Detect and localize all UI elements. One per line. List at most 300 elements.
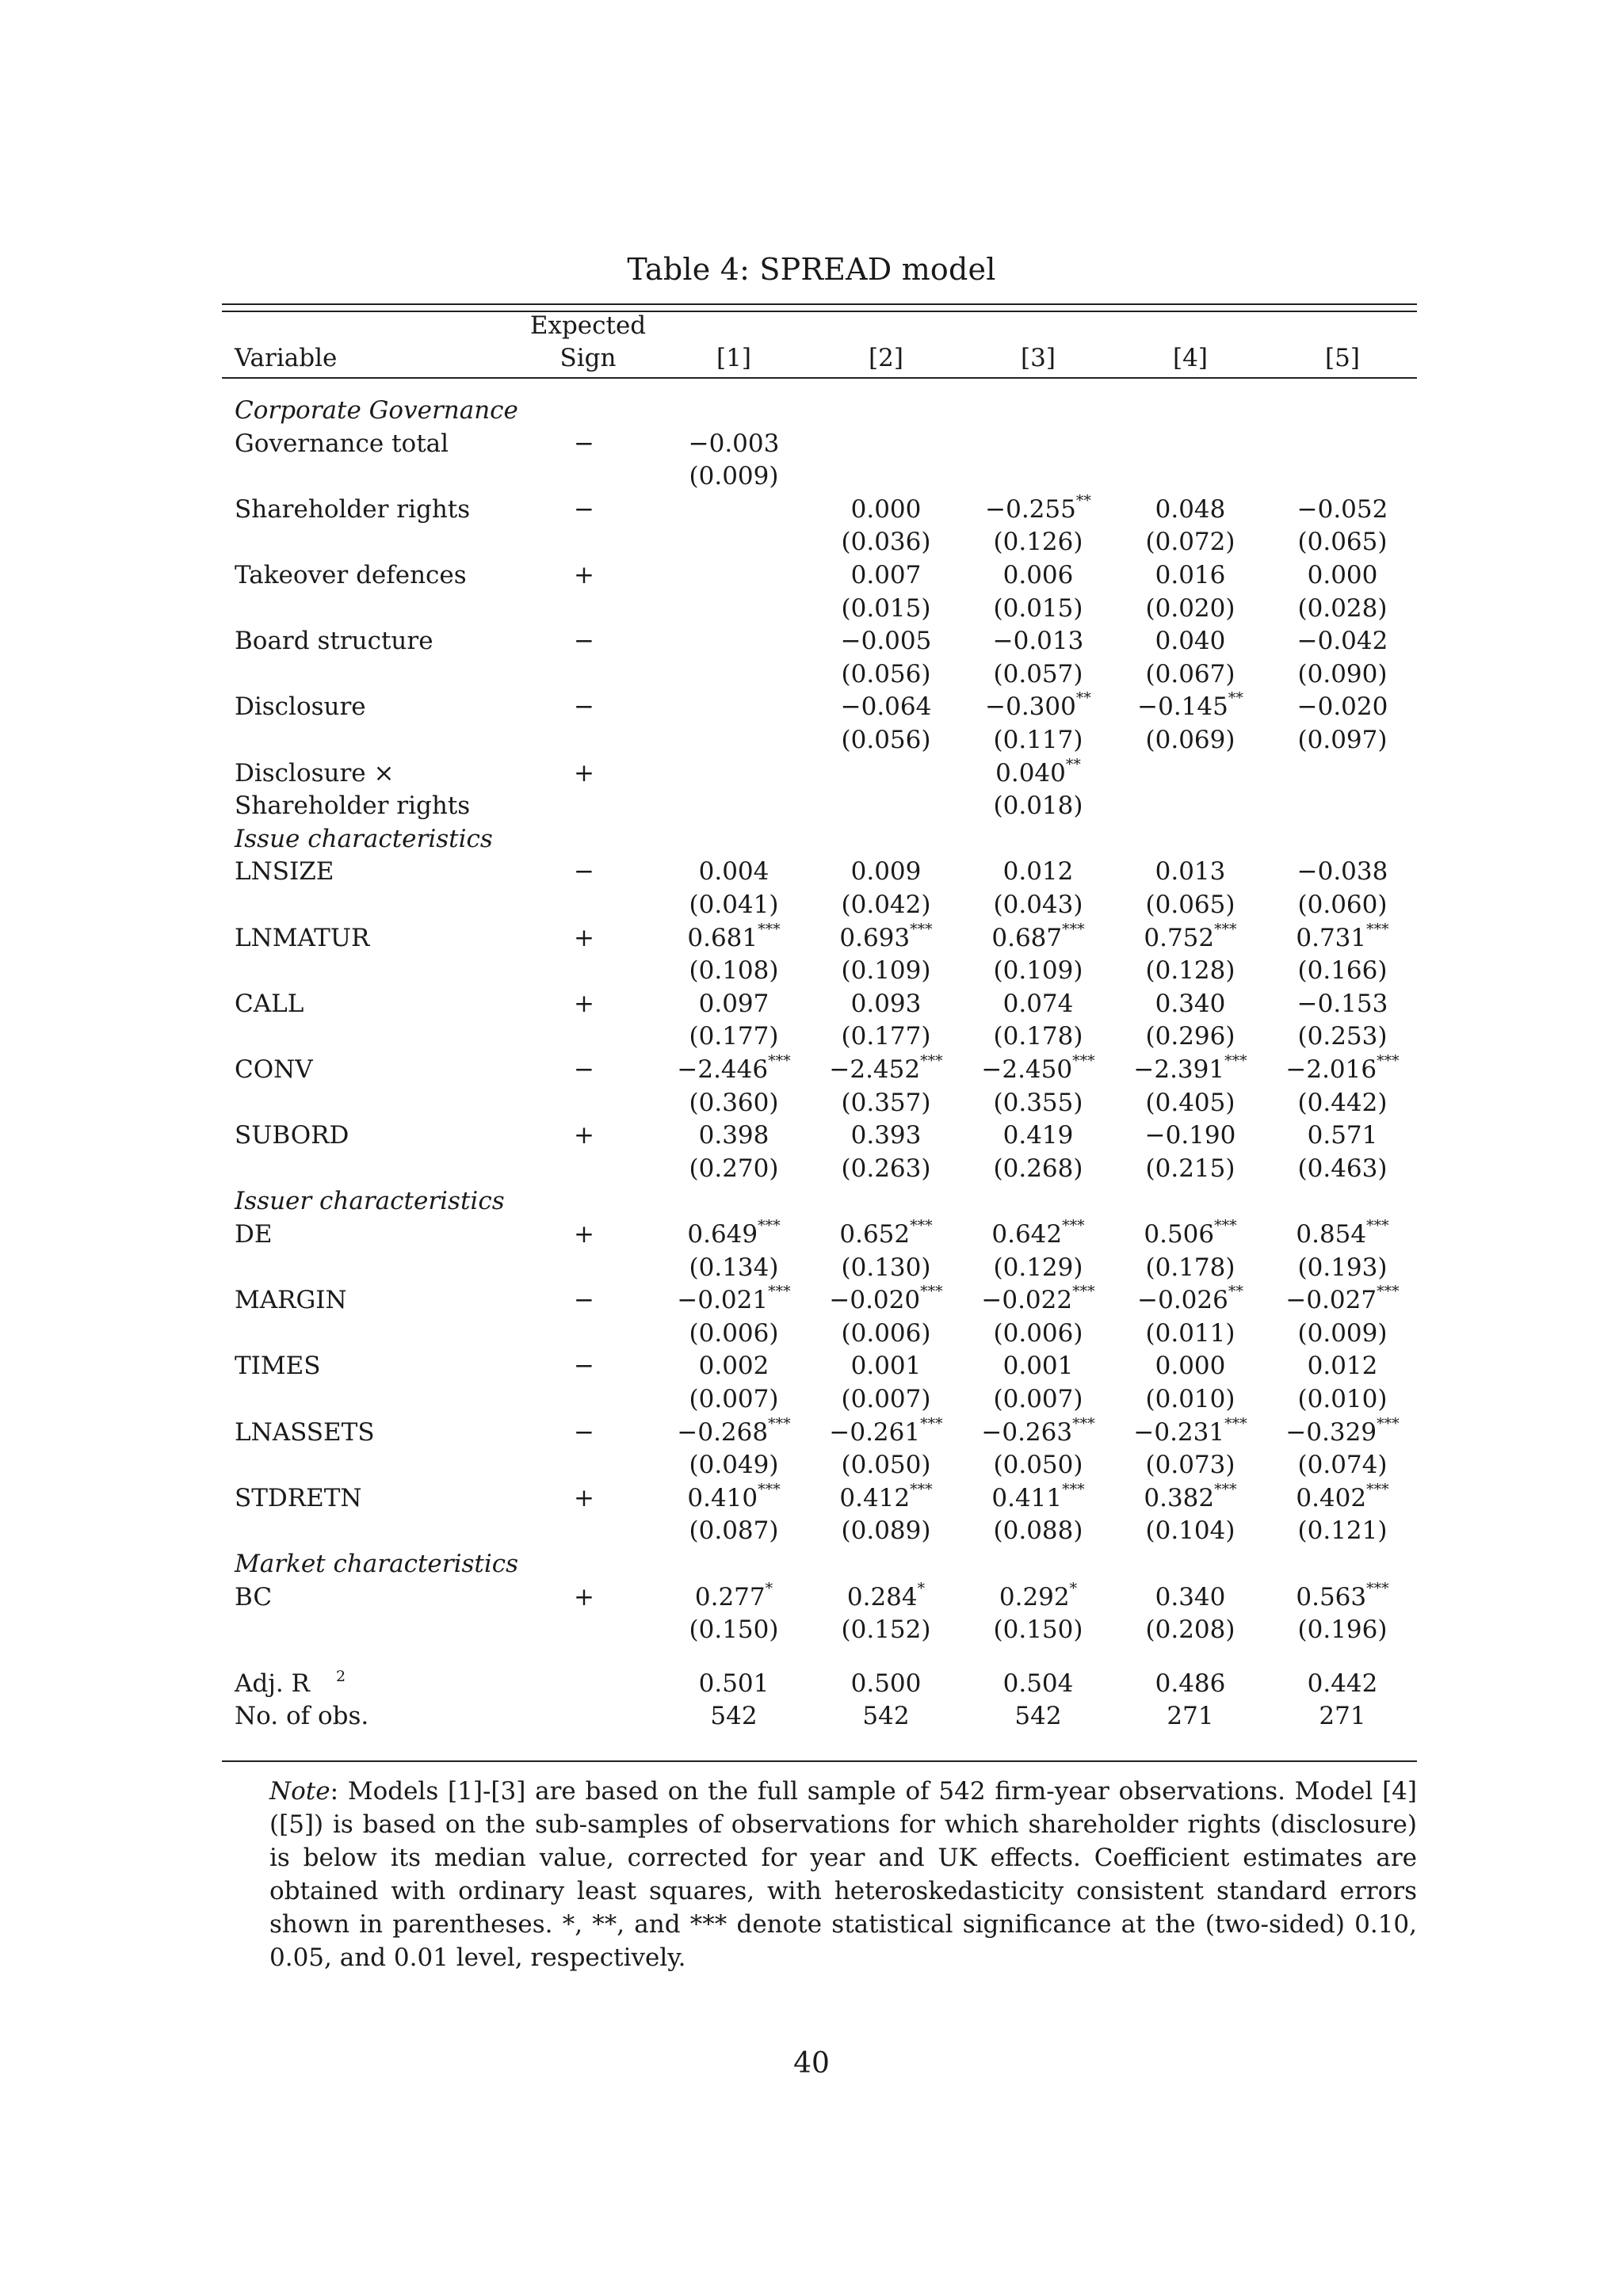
stderr-cell [1146, 1516, 1235, 1545]
cell-value: 0.001 [1002, 1352, 1074, 1381]
section-label: Issuer characteristics [235, 1187, 505, 1216]
cell-value: −0.022 [981, 1286, 1073, 1315]
stderr-cell [842, 956, 931, 985]
variable-label: LNASSETS [235, 1417, 375, 1447]
variable-label: CALL [235, 989, 304, 1018]
cell-value: 0.012 [1307, 1352, 1378, 1381]
value-cell [1308, 561, 1378, 589]
stderr-cell [994, 791, 1083, 820]
cell-value: −0.153 [1296, 989, 1388, 1018]
table-row [0, 857, 1623, 891]
section-row [0, 825, 1623, 858]
stderr-cell [689, 1516, 779, 1545]
expected-sign: + [574, 1582, 594, 1611]
cell-value: (0.065) [1297, 528, 1388, 557]
value-cell [694, 1579, 773, 1611]
cell-value: (0.178) [1145, 1253, 1235, 1282]
cell-value: 0.649 [687, 1220, 758, 1249]
value-cell [1285, 1414, 1400, 1447]
value-cell [851, 1121, 922, 1150]
value-cell [851, 1352, 922, 1380]
cell-value: −2.450 [981, 1055, 1073, 1084]
value-cell [851, 990, 922, 1018]
stderr-cell [842, 528, 931, 556]
cell-value: (0.067) [1145, 659, 1235, 688]
value-cell [985, 689, 1091, 722]
cell-value: (0.072) [1145, 528, 1235, 557]
value-cell [710, 1702, 757, 1730]
header-model-2: [2] [869, 344, 903, 372]
significance-stars: *** [758, 920, 781, 938]
significance-stars: *** [1366, 1480, 1389, 1498]
stderr-cell [994, 1385, 1083, 1413]
significance-stars: *** [1224, 1414, 1247, 1432]
stderr-cell [842, 726, 931, 754]
cell-value: 0.016 [1155, 561, 1226, 589]
stderr-cell [842, 1385, 931, 1413]
value-cell [1133, 1052, 1247, 1084]
value-cell [689, 429, 780, 458]
significance-stars: ** [1065, 755, 1081, 773]
variable-label: Adj. R [235, 1669, 310, 1698]
cell-value: 0.752 [1144, 923, 1215, 952]
value-cell [981, 1414, 1095, 1447]
stderr-cell [1298, 1154, 1388, 1183]
page-number: 40 [793, 2047, 830, 2080]
cell-value: 0.486 [1155, 1669, 1226, 1698]
header-variable: Variable [235, 344, 338, 372]
variable-label: LNMATUR [235, 923, 370, 952]
stderr-cell [689, 1154, 779, 1183]
stderr-cell [1298, 1319, 1388, 1348]
cell-value: −0.145 [1137, 692, 1228, 722]
stderr-cell [994, 528, 1083, 556]
table-row [0, 990, 1623, 1023]
cell-value: (0.060) [1297, 891, 1388, 919]
value-cell [1155, 495, 1226, 524]
table-row [0, 627, 1623, 660]
table-row [0, 491, 1623, 528]
value-cell [1167, 1702, 1213, 1730]
value-cell [1297, 692, 1388, 721]
cell-value: (0.208) [1145, 1615, 1235, 1645]
value-cell [841, 692, 932, 721]
cell-value: (0.006) [841, 1318, 931, 1348]
stderr-cell [842, 891, 931, 919]
stderr-row [0, 594, 1623, 627]
cell-value: (0.007) [993, 1385, 1083, 1413]
table-row [0, 1352, 1623, 1385]
expected-sign: + [574, 989, 594, 1018]
value-cell [1297, 627, 1388, 655]
cell-value: (0.442) [1297, 1088, 1388, 1117]
value-cell [699, 1121, 769, 1150]
cell-value: 0.097 [698, 989, 769, 1018]
header-sign: Sign [559, 344, 617, 372]
variable-label: Governance total [235, 429, 449, 458]
value-cell [1003, 1121, 1074, 1150]
value-cell [1003, 561, 1074, 589]
stderr-cell [994, 1089, 1083, 1117]
stderr-cell [1146, 1319, 1235, 1348]
value-cell [851, 561, 922, 589]
cell-value: −0.027 [1285, 1286, 1377, 1315]
value-cell [829, 1283, 943, 1315]
stderr-cell [1146, 1385, 1235, 1413]
significance-stars: *** [1377, 1414, 1400, 1432]
cell-value: (0.253) [1297, 1022, 1388, 1051]
bottom-rule [222, 1760, 1417, 1762]
table-row [0, 1669, 1623, 1703]
cell-value: 0.854 [1296, 1220, 1367, 1249]
stderr-cell [689, 891, 779, 919]
cell-value: 0.563 [1296, 1582, 1367, 1611]
cell-value: (0.196) [1297, 1615, 1388, 1645]
cell-value: (0.150) [993, 1615, 1083, 1645]
cell-value: (0.049) [689, 1451, 779, 1480]
value-cell [839, 1480, 933, 1512]
cell-value: (0.009) [689, 462, 779, 491]
cell-value: (0.065) [1145, 891, 1235, 919]
value-cell [995, 755, 1081, 788]
cell-value: (0.088) [993, 1516, 1083, 1546]
table-row [0, 1702, 1623, 1735]
cell-value: 0.398 [698, 1121, 769, 1150]
value-cell [981, 1052, 1095, 1084]
significance-stars: *** [1072, 1414, 1095, 1432]
cell-value: (0.009) [1297, 1318, 1388, 1348]
cell-value: (0.036) [841, 528, 931, 557]
cell-value: 0.504 [1002, 1669, 1074, 1698]
cell-value: 0.074 [1002, 989, 1074, 1018]
variable-label: Shareholder rights [235, 791, 471, 821]
cell-value: 0.277 [694, 1582, 766, 1611]
cell-value: −2.452 [829, 1055, 921, 1084]
cell-value: 0.009 [850, 857, 922, 887]
significance-stars: *** [1224, 1052, 1247, 1070]
stderr-cell [1146, 1451, 1235, 1479]
table-row [0, 1283, 1623, 1319]
cell-value: 0.007 [850, 561, 922, 589]
table-row [0, 920, 1623, 957]
cell-value: 0.506 [1144, 1220, 1215, 1249]
cell-value: 0.040 [995, 758, 1066, 788]
section-label: Market characteristics [235, 1550, 519, 1578]
value-cell [862, 1702, 909, 1730]
cell-value: 0.340 [1155, 989, 1226, 1018]
significance-stars: *** [920, 1052, 943, 1070]
cell-value: −0.261 [829, 1417, 921, 1447]
cell-value: −0.064 [840, 692, 932, 722]
value-cell [851, 1669, 922, 1698]
cell-value: 0.340 [1155, 1582, 1226, 1611]
cell-value: −0.013 [992, 627, 1084, 656]
value-cell [1003, 1352, 1074, 1380]
cell-value: 542 [1014, 1702, 1062, 1731]
significance-stars: *** [1062, 1217, 1085, 1234]
cell-value: 0.442 [1307, 1669, 1378, 1698]
significance-stars: *** [758, 1480, 781, 1498]
cell-value: 271 [1167, 1702, 1214, 1731]
value-cell [1155, 1669, 1226, 1698]
value-cell [699, 990, 769, 1018]
cell-value: (0.073) [1145, 1451, 1235, 1480]
cell-value: 0.040 [1155, 627, 1226, 656]
value-cell [1155, 561, 1226, 589]
stderr-cell [994, 956, 1083, 985]
value-cell [1133, 1414, 1247, 1447]
cell-value: 0.000 [1307, 561, 1378, 589]
value-cell [1003, 1669, 1074, 1698]
header-model-1: [1] [716, 344, 751, 372]
value-cell [846, 1579, 926, 1611]
note-text: : Models [1]-[3] are based on the full sample of 542 firm-year observations. Model [4] ([5]) is based on the sub-samples of observations for which shareholder rights (disclosure) is below its median value, corrected for year and UK effects. Coefficient estimates are obtained with ordinary least squares, with heteroskedasticity consistent standard errors shown in parentheses. *, **, and *** denote statistical significance at the (two-sided) 0.10, 0.05, and 0.01 level, respectively. [269, 1777, 1417, 1972]
cell-value: (0.010) [1297, 1385, 1388, 1413]
value-cell [1137, 1283, 1243, 1315]
significance-stars: *** [1366, 920, 1389, 938]
cell-value: 0.410 [687, 1483, 758, 1512]
stderr-cell [1146, 528, 1235, 556]
table-row [0, 429, 1623, 463]
cell-value: −0.038 [1296, 857, 1388, 887]
stderr-row [0, 1385, 1623, 1418]
value-cell [829, 1414, 943, 1447]
table-row [0, 1121, 1623, 1154]
cell-value: (0.129) [993, 1253, 1083, 1282]
value-cell [981, 1283, 1095, 1315]
stderr-row [0, 1022, 1623, 1055]
value-cell [839, 920, 933, 952]
cell-value: (0.109) [841, 956, 931, 986]
value-cell [1144, 1217, 1237, 1249]
stderr-cell [994, 1253, 1083, 1282]
cell-value: (0.006) [689, 1318, 779, 1348]
cell-value: −0.020 [1296, 692, 1388, 722]
cell-value: (0.296) [1145, 1022, 1235, 1051]
cell-value: (0.128) [1145, 956, 1235, 986]
section-row [0, 396, 1623, 429]
cell-value: (0.006) [993, 1318, 1083, 1348]
significance-stars: *** [1214, 1480, 1237, 1498]
value-cell [991, 920, 1085, 952]
cell-value: 0.501 [698, 1669, 769, 1698]
cell-value: (0.405) [1145, 1088, 1235, 1117]
stderr-cell [1146, 1022, 1235, 1051]
stderr-cell [994, 726, 1083, 754]
stderr-row [0, 791, 1623, 825]
stderr-cell [689, 1451, 779, 1479]
expected-sign: − [574, 429, 594, 458]
cell-value: 0.412 [839, 1483, 911, 1512]
stderr-cell [994, 1022, 1083, 1051]
cell-value: (0.018) [993, 791, 1083, 821]
cell-value: 0.004 [698, 857, 769, 887]
cell-value: (0.020) [1145, 593, 1235, 623]
cell-value: (0.177) [689, 1022, 779, 1051]
value-cell [1155, 1583, 1226, 1611]
stderr-row [0, 1615, 1623, 1649]
value-cell [1296, 1480, 1389, 1512]
value-cell [1285, 1052, 1400, 1084]
cell-value: (0.166) [1297, 956, 1388, 986]
stderr-cell [1298, 1615, 1388, 1644]
cell-value: (0.015) [993, 593, 1083, 623]
variable-label: Disclosure [235, 692, 366, 722]
stderr-cell [842, 1089, 931, 1117]
value-cell [677, 1283, 791, 1315]
value-cell [699, 1352, 769, 1380]
cell-value: (0.134) [689, 1253, 779, 1282]
cell-value: (0.089) [841, 1516, 931, 1546]
cell-value: (0.360) [689, 1088, 779, 1117]
value-cell [687, 1480, 781, 1512]
significance-stars: *** [758, 1217, 781, 1234]
cell-value: 0.000 [850, 494, 922, 524]
stderr-cell [842, 1022, 931, 1051]
table-note [269, 1775, 1417, 1974]
stderr-row [0, 1154, 1623, 1188]
value-cell [1297, 857, 1388, 886]
variable-label: SUBORD [235, 1121, 349, 1150]
stderr-row [0, 1451, 1623, 1484]
cell-value: (0.117) [993, 726, 1083, 754]
significance-stars: *** [910, 1217, 933, 1234]
value-cell [999, 1579, 1078, 1611]
cell-value: 0.642 [991, 1220, 1063, 1249]
value-cell [1297, 990, 1388, 1018]
stderr-cell [1146, 891, 1235, 919]
value-cell [1285, 1283, 1400, 1315]
value-cell [851, 495, 922, 524]
cell-value: (0.007) [841, 1385, 931, 1413]
table-row [0, 1579, 1623, 1616]
cell-value: (0.090) [1297, 659, 1388, 688]
value-cell [699, 857, 769, 886]
variable-label: No. of obs. [235, 1702, 369, 1731]
stderr-cell [689, 1089, 779, 1117]
header-model-5: [5] [1325, 344, 1360, 372]
cell-value: −0.263 [981, 1417, 1073, 1447]
stderr-cell [994, 891, 1083, 919]
cell-value: (0.263) [841, 1154, 931, 1183]
cell-value: (0.056) [841, 659, 931, 688]
significance-stars: ** [1075, 689, 1091, 707]
value-cell [841, 627, 932, 655]
stderr-cell [842, 1615, 931, 1644]
cell-value: 0.002 [698, 1352, 769, 1381]
cell-value: 0.292 [999, 1582, 1070, 1611]
cell-value: −2.446 [677, 1055, 769, 1084]
stderr-cell [994, 1516, 1083, 1545]
stderr-cell [1298, 528, 1388, 556]
cell-value: −0.268 [677, 1417, 769, 1447]
cell-value: (0.056) [841, 726, 931, 754]
stderr-row [0, 660, 1623, 693]
cell-value: 0.006 [1002, 561, 1074, 589]
cell-value: −0.052 [1296, 494, 1388, 524]
stderr-cell [689, 1615, 779, 1644]
cell-value: −0.190 [1144, 1121, 1236, 1150]
expected-sign: − [574, 1286, 594, 1315]
cell-value: (0.015) [841, 593, 931, 623]
cell-value: 0.411 [991, 1483, 1063, 1512]
table-row [0, 561, 1623, 594]
stderr-cell [1146, 1089, 1235, 1117]
stderr-cell [842, 1253, 931, 1282]
stderr-cell [1298, 1451, 1388, 1479]
significance-stars: *** [1062, 920, 1085, 938]
stderr-cell [1298, 1516, 1388, 1545]
cell-value: (0.270) [689, 1154, 779, 1183]
value-cell [1144, 1480, 1237, 1512]
table-row [0, 1217, 1623, 1253]
table-caption: Table 4: SPREAD model [627, 252, 996, 287]
stderr-cell [1146, 660, 1235, 688]
value-cell [1308, 1121, 1378, 1150]
cell-value: 0.652 [839, 1220, 911, 1249]
value-cell [1144, 920, 1237, 952]
value-cell [1155, 990, 1226, 1018]
cell-value: 0.093 [850, 989, 922, 1018]
cell-value: −0.003 [688, 429, 780, 458]
significance-stars: *** [920, 1283, 943, 1301]
value-cell [1308, 1669, 1378, 1698]
stderr-row [0, 462, 1623, 495]
stderr-row [0, 1516, 1623, 1550]
variable-label: Shareholder rights [235, 494, 471, 524]
expected-sign: + [574, 758, 594, 788]
stderr-cell [1298, 956, 1388, 985]
value-cell [1296, 1579, 1389, 1611]
stderr-cell [689, 462, 779, 490]
stderr-cell [994, 1154, 1083, 1183]
significance-stars: *** [1214, 920, 1237, 938]
table-row [0, 689, 1623, 726]
significance-stars: ** [1228, 689, 1243, 707]
cell-value: 0.012 [1002, 857, 1074, 887]
value-cell [851, 857, 922, 886]
cell-value: −0.021 [677, 1286, 769, 1315]
value-cell [687, 1217, 781, 1249]
cell-value: (0.010) [1145, 1385, 1235, 1413]
cell-value: 0.393 [850, 1121, 922, 1150]
value-cell [829, 1052, 943, 1084]
stderr-cell [689, 1022, 779, 1051]
cell-value: −0.005 [840, 627, 932, 656]
cell-value: 0.681 [687, 923, 758, 952]
cell-value: −0.329 [1285, 1417, 1377, 1447]
variable-label: LNSIZE [235, 857, 334, 887]
value-cell [1308, 1352, 1378, 1380]
cell-value: (0.126) [993, 528, 1083, 557]
cell-value: (0.043) [993, 891, 1083, 919]
cell-value: (0.178) [993, 1022, 1083, 1051]
significance-stars: *** [768, 1052, 791, 1070]
significance-stars: *** [1377, 1283, 1400, 1301]
cell-value: −0.300 [985, 692, 1076, 722]
significance-stars: *** [1072, 1052, 1095, 1070]
stderr-cell [994, 594, 1083, 623]
significance-stars: *** [910, 1480, 933, 1498]
stderr-cell [1146, 956, 1235, 985]
significance-stars: *** [920, 1414, 943, 1432]
variable-label: TIMES [235, 1352, 321, 1381]
stderr-cell [1298, 1385, 1388, 1413]
stderr-cell [842, 1319, 931, 1348]
significance-stars: *** [1377, 1052, 1400, 1070]
significance-stars: *** [1214, 1217, 1237, 1234]
section-row [0, 1550, 1623, 1583]
